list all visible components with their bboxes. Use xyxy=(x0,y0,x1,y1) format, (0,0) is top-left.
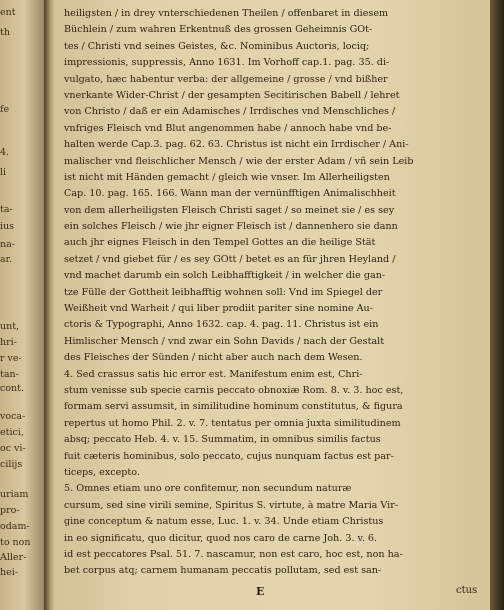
text-line: Büchlein / zum wahren Erkentnuß des grossen Geheimnis GOt- xyxy=(64,24,373,36)
margin-fragment: to non xyxy=(0,537,31,548)
text-line: von dem allerheiligsten Fleisch Christi saget / so meinet sie / es sey xyxy=(64,204,395,216)
margin-fragment: ar. xyxy=(0,254,13,265)
text-line: halten werde Cap.3. pag. 62. 63. Christus ist nicht ein Irrdischer / Ani- xyxy=(64,139,409,151)
text-line: vnfriges Fleisch vnd Blut angenommen habe / annoch habe vnd be- xyxy=(64,122,392,134)
margin-fragment: uriam xyxy=(0,489,29,500)
book-page xyxy=(54,0,490,610)
margin-fragment: fe xyxy=(0,104,10,115)
right-page-edge xyxy=(490,0,504,610)
page-text-block xyxy=(64,6,484,580)
text-line: stum venisse sub specie carnis peccato obnoxiæ Rom. 8. v. 3. hoc est, xyxy=(64,384,404,396)
margin-fragment: cilijs xyxy=(0,459,23,470)
text-line: ctoris & Typographi, Anno 1632. cap. 4. pag. 11. Christus ist ein xyxy=(64,319,379,331)
text-line: impressionis, suppressis, Anno 1631. Im Vorhoff cap.1. pag. 35. di- xyxy=(64,57,390,69)
text-line: tes / Christi vnd seines Geistes, &c. Nominibus Auctoris, lociq; xyxy=(64,40,370,52)
text-line: ein solches Fleisch / wie jhr eigner Fleisch ist / dannenhero sie dann xyxy=(64,221,398,233)
margin-fragment: li xyxy=(0,167,7,178)
text-line: malischer vnd fleischlicher Mensch / wie der erster Adam / vñ sein Leib xyxy=(64,155,414,167)
margin-fragment: cont. xyxy=(0,383,24,394)
margin-fragment: hei- xyxy=(0,567,18,578)
margin-fragment: pro- xyxy=(0,505,20,516)
text-line: bet corpus atq; carnem humanam peccatis pollutam, sed est san- xyxy=(64,565,382,577)
left-facing-page xyxy=(0,0,44,610)
text-line: gine conceptum & natum esse, Luc. 1. v. 34. Unde etiam Christus xyxy=(64,516,384,528)
margin-fragment: unt, xyxy=(0,321,20,332)
text-line: setzet / vnd giebet für / es sey GOtt / betet es an für jhren Heyland / xyxy=(64,253,396,265)
margin-fragment: Aller- xyxy=(0,552,27,563)
margin-fragment: th xyxy=(0,27,10,38)
margin-fragment: etici, xyxy=(0,427,24,438)
margin-fragment: odam- xyxy=(0,521,30,532)
text-line: Himlischer Mensch / vnd zwar ein Sohn Davids / nach der Gestalt xyxy=(64,335,385,347)
text-line: auch jhr eignes Fleisch in den Tempel Gottes an die heilige Stät xyxy=(64,237,376,249)
text-line: absq; peccato Heb. 4. v. 15. Summatim, in omnibus similis factus xyxy=(64,434,381,446)
margin-fragment: hri- xyxy=(0,337,17,348)
text-line: in eo significatu, quo dicitur, quod nos caro de carne Joh. 3. v. 6. xyxy=(64,532,378,544)
text-line: vnerkante Wider-Christ / der gesampten Secitirischen Babell / lehret xyxy=(64,89,400,101)
margin-fragment: na- xyxy=(0,239,15,250)
text-line: Weißheit vnd Warheit / qui liber prodiit pariter sine nomine Au- xyxy=(64,303,373,315)
margin-fragment: r ve- xyxy=(0,353,22,364)
margin-fragment: voca- xyxy=(0,411,26,422)
text-line: heiligsten / in drey vnterschiedenen Theilen / offenbaret in diesem xyxy=(64,8,389,19)
text-line: id est peccatores Psal. 51. 7. nascamur, non est caro, hoc est, non ha- xyxy=(64,548,403,560)
margin-fragment: ius xyxy=(0,221,15,232)
margin-fragment: ent xyxy=(0,7,16,18)
margin-fragment: oc vi- xyxy=(0,443,26,454)
margin-fragment: tan- xyxy=(0,369,19,380)
text-line: des Fleisches der Sünden / nicht aber auch nach dem Wesen. xyxy=(64,352,363,364)
text-line: ist nicht mit Händen gemacht / gleich wie vnser. Im Allerheiligsten xyxy=(64,171,390,183)
signature-mark: E xyxy=(256,585,265,598)
text-line: 5. Omnes etiam uno ore confitemur, non secundum naturæ xyxy=(64,483,352,495)
text-line: repertus ut homo Phil. 2. v. 7. tentatus per omnia juxta similitudinem xyxy=(64,417,401,429)
text-line: Cap. 10. pag. 165. 166. Wann man der vernünfftigen Animalischheit xyxy=(64,188,396,200)
catchword: ctus xyxy=(456,585,478,596)
text-line: tze Fülle der Gottheit leibhafftig wohnen soll: Vnd im Spiegel der xyxy=(64,286,383,298)
margin-fragment: ta- xyxy=(0,204,13,215)
text-line: vnd machet darumb ein solch Leibhafftigkeit / in welcher die gan- xyxy=(64,270,386,282)
text-line: ticeps, excepto. xyxy=(64,466,140,478)
text-line: von Christo / daß er ein Adamisches / Irrdisches vnd Menschliches / xyxy=(64,106,396,118)
margin-fragment: 4. xyxy=(0,147,10,158)
text-line: vulgato, hæc habentur verba: der allgemeine / grosse / vnd bißher xyxy=(64,73,388,85)
text-line: formam servi assumsit, in similitudine hominum constitutus, & figura xyxy=(64,401,403,413)
book-gutter xyxy=(44,0,54,610)
text-line: cursum, sed sine virili semine, Spiritus S. virtute, à matre Maria Vir- xyxy=(64,499,399,511)
text-line: fuit cæteris hominibus, solo peccato, cujus nunquam factus est par- xyxy=(64,450,394,462)
text-line: 4. Sed crassus satis hic error est. Manifestum enim est, Chri- xyxy=(64,368,363,380)
